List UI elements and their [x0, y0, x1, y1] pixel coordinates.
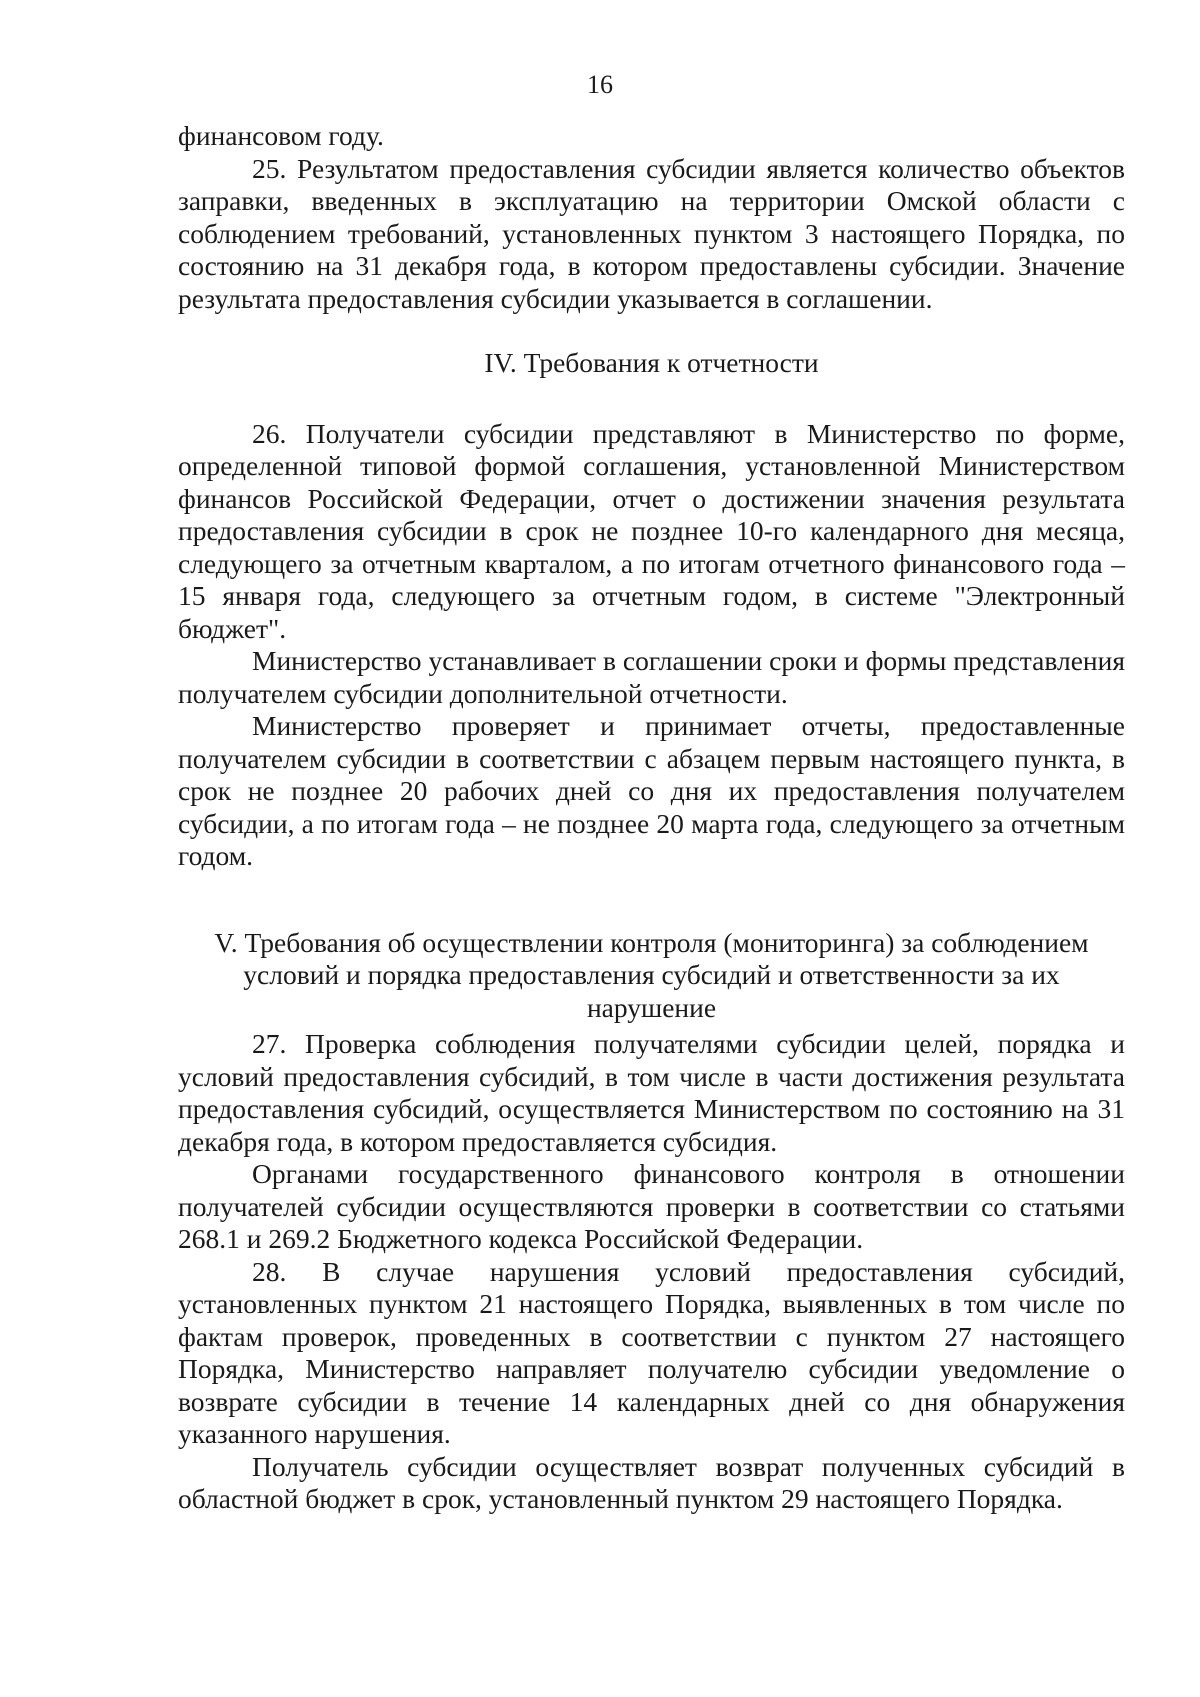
section-v-heading-line-3: нарушение: [586, 991, 717, 1023]
section-v-heading: [178, 927, 1125, 1025]
section-v-heading-line-2: условий и порядка предоставления субсидий и ответственности за их: [243, 959, 1060, 990]
paragraph-27-state-control: Органами государственного финансового контроля в отношении получателей субсидии осуществляются проверки в соответствии со статьями 268.1 и 269.2 Бюджетного кодекса Российской Федерации.: [178, 1158, 1125, 1254]
paragraph-26-report-check: Министерство проверяет и принимает отчеты, предоставленные получателем субсидии в соответствии с абзацем первым настоящего пункта, в срок не позднее 20 рабочих дней со дня их предоставления получателем субсидии, а по итогам года – не позднее 20 марта года, следующего за отчетным годом.: [178, 710, 1125, 871]
paragraph-continuation: финансовом году.: [178, 120, 384, 151]
page-number: 16: [587, 70, 613, 99]
paragraph-25: 25. Результатом предоставления субсидии является количество объектов заправки, введенных в эксплуатацию на территории Омской области с соблюдением требований, установленных пунктом 3 настоящего Порядка, по состоянию на 31 декабря года, в котором предоставлены субсидии. Значение результата предоставления субсидии указывается в соглашении.: [178, 152, 1125, 314]
paragraph-26-additional-reporting: Министерство устанавливает в соглашении сроки и формы представления получателем субсидии дополнительной отчетности.: [178, 645, 1125, 709]
spacer: [178, 873, 1125, 927]
document-body: [178, 120, 1125, 1516]
paragraph-26: 26. Получатели субсидии представляют в Министерство по форме, определенной типовой формой соглашения, установленной Министерством финансов Российской Федерации, отчет о достижении значения результата предоставления субсидии в срок не позднее 10-го календарного дня месяца, следующего за отчетным кварталом, а по итогам отчетного финансового года – 15 января года, следующего за отчетным годом, в системе "Электронный бюджет".: [178, 417, 1125, 644]
paragraph-27: 27. Проверка соблюдения получателями субсидии целей, порядка и условий предоставления субсидий, в том числе в части достижения результата предоставления субсидий, осуществляется Министерством по состоянию на 31 декабря года, в котором предоставляется субсидия.: [178, 1028, 1125, 1157]
spacer: [178, 315, 1125, 347]
section-v-heading-line-1: V. Требования об осуществлении контроля (мониторинга) за соблюдением: [214, 926, 1089, 958]
section-iv-heading: IV. Требования к отчетности: [484, 347, 819, 378]
paragraph-28-refund: Получатель субсидии осуществляет возврат полученных субсидий в областной бюджет в срок, установленный пунктом 29 настоящего Порядка.: [178, 1450, 1125, 1514]
paragraph-28: 28. В случае нарушения условий предоставления субсидий, установленных пунктом 21 настоящего Порядка, выявленных в том числе по фактам проверок, проведенных в соответствии с пунктом 27 настоящего Порядка, Министерство направляет получателю субсидии уведомление о возврате субсидии в течение 14 календарных дней со дня обнаружения указанного нарушения.: [178, 1255, 1125, 1449]
spacer: [178, 380, 1125, 418]
